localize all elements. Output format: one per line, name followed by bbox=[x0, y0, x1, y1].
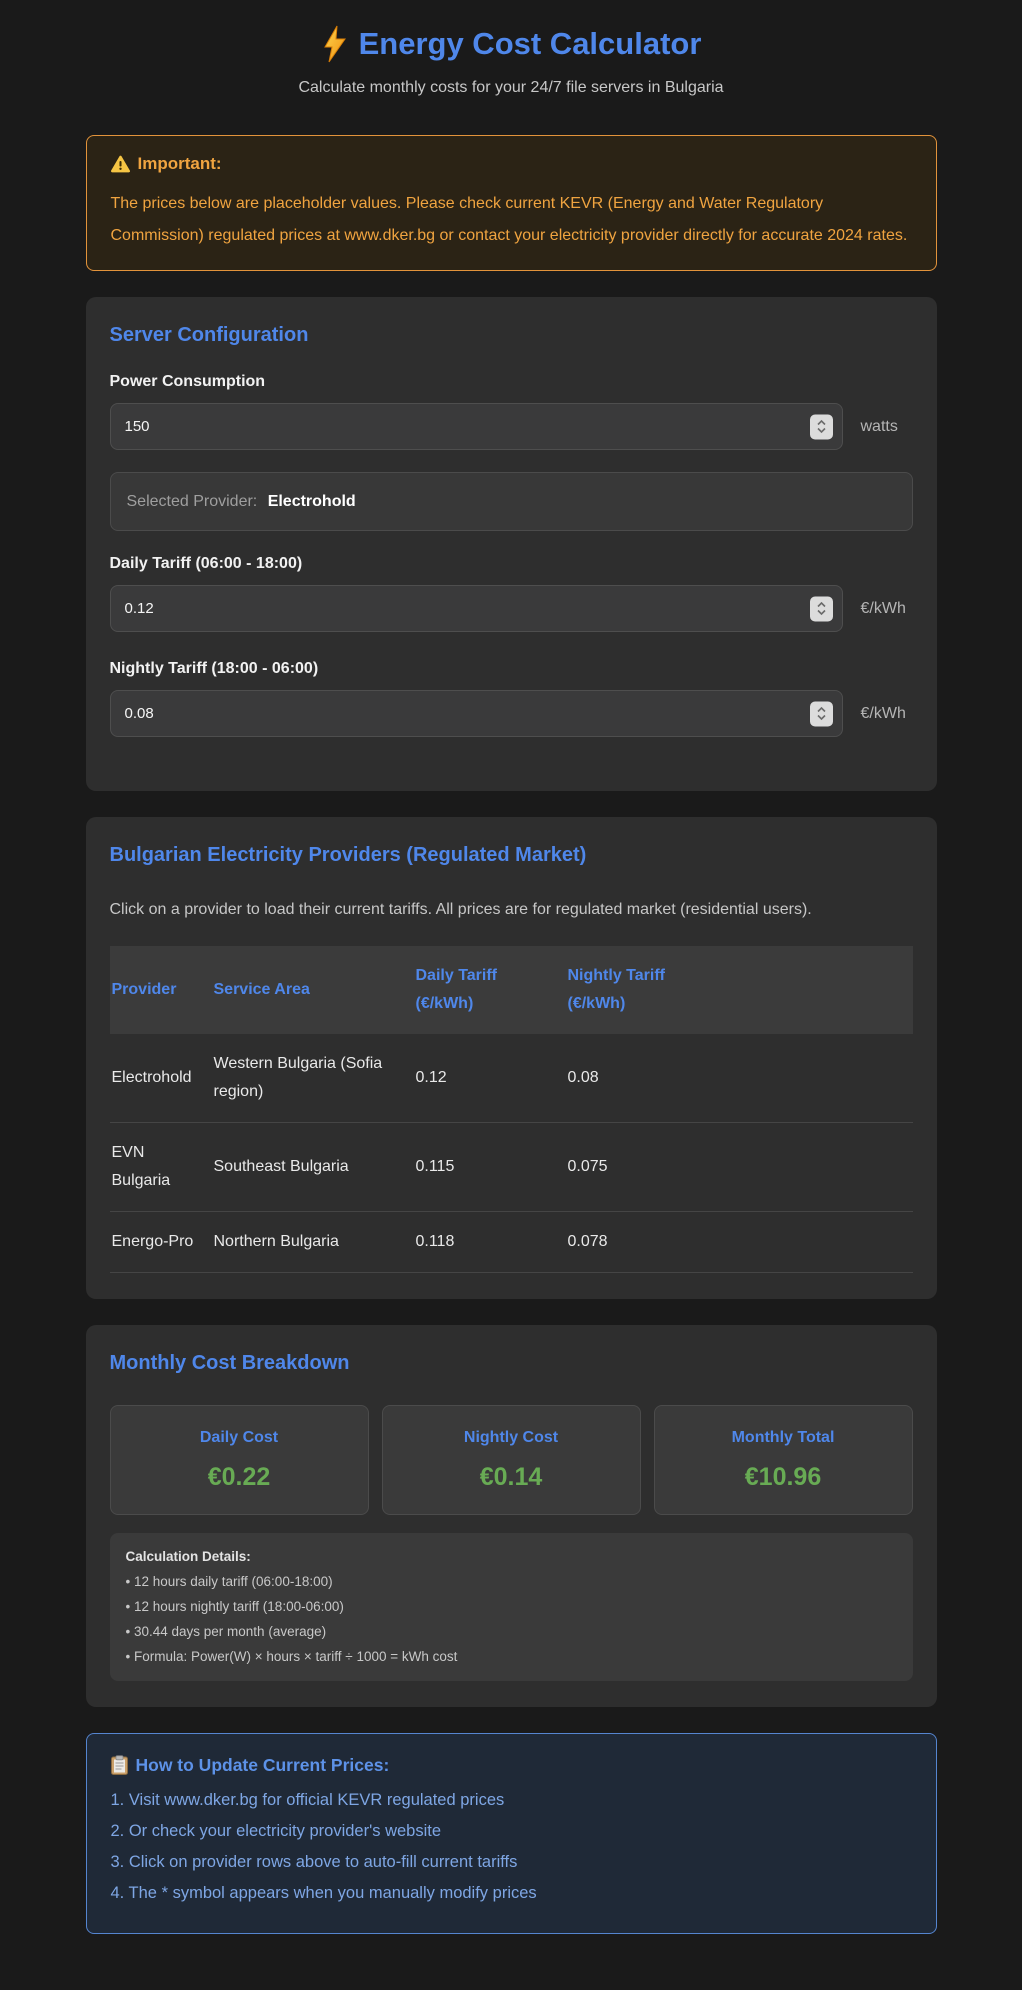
howto-heading bbox=[111, 1754, 912, 1776]
howto-item: 2. Or check your electricity provider's website bbox=[110, 1822, 442, 1840]
howto-item: 3. Click on provider rows above to auto-fill current tariffs bbox=[110, 1853, 518, 1871]
daily-tariff-input[interactable] bbox=[110, 585, 843, 632]
daily-tariff-cell: 0.12 bbox=[415, 1069, 447, 1086]
calculation-detail-item: • 12 hours nightly tariff (18:00-06:00) bbox=[126, 1594, 897, 1619]
table-header-service-area: Service Area bbox=[212, 946, 414, 1034]
providers-card bbox=[86, 817, 937, 1299]
page-subtitle: Calculate monthly costs for your 24/7 file servers in Bulgaria bbox=[298, 79, 724, 96]
howto-item: 4. The * symbol appears when you manually modify prices bbox=[110, 1884, 537, 1902]
lightning-bolt-icon bbox=[321, 25, 349, 63]
service-area-cell: Western Bulgaria (Sofia region) bbox=[213, 1055, 383, 1100]
cost-card-monthly-total bbox=[654, 1405, 913, 1515]
providers-heading: Bulgarian Electricity Providers (Regulated Market) bbox=[109, 844, 587, 866]
warning-box bbox=[86, 135, 937, 271]
cost-card-value: €0.14 bbox=[479, 1463, 543, 1491]
provider-name-cell: EVN Bulgaria bbox=[111, 1144, 171, 1189]
howto-box bbox=[86, 1733, 937, 1934]
power-unit-label: watts bbox=[860, 417, 898, 435]
service-area-cell: Southeast Bulgaria bbox=[213, 1158, 349, 1175]
cost-card-label: Daily Cost bbox=[199, 1429, 279, 1446]
calculation-detail-item: • 30.44 days per month (average) bbox=[126, 1619, 897, 1644]
nightly-tariff-cell: 0.08 bbox=[567, 1069, 599, 1086]
service-area-cell: Northern Bulgaria bbox=[213, 1233, 339, 1250]
table-header-daily-tariff: Daily Tariff (€/kWh) bbox=[414, 946, 566, 1034]
cost-card-label: Monthly Total bbox=[731, 1429, 835, 1446]
power-consumption-label: Power Consumption bbox=[109, 373, 266, 390]
provider-name-cell: Electrohold bbox=[111, 1069, 192, 1086]
table-header-provider: Provider bbox=[110, 946, 212, 1034]
cost-card-label: Nightly Cost bbox=[463, 1429, 559, 1446]
cost-cards-row bbox=[110, 1405, 913, 1515]
calculation-details-box bbox=[110, 1533, 913, 1681]
nightly-tariff-cell: 0.075 bbox=[567, 1158, 608, 1175]
daily-tariff-row bbox=[110, 585, 913, 632]
cost-card-nightly bbox=[382, 1405, 641, 1515]
nightly-tariff-cell: 0.078 bbox=[567, 1233, 608, 1250]
page-title-text: Energy Cost Calculator bbox=[358, 26, 702, 61]
selected-provider-label: Selected Provider: bbox=[126, 493, 258, 510]
howto-item: 1. Visit www.dker.bg for official KEVR regulated prices bbox=[110, 1791, 505, 1809]
nightly-tariff-label: Nightly Tariff (18:00 - 06:00) bbox=[109, 660, 319, 677]
server-config-card bbox=[86, 297, 937, 791]
providers-description: Click on a provider to load their current tariffs. All prices are for regulated market (residential users). bbox=[109, 901, 812, 918]
power-consumption-input[interactable] bbox=[110, 403, 843, 450]
warning-heading-text: Important: bbox=[137, 154, 222, 173]
nightly-tariff-unit: €/kWh bbox=[860, 704, 906, 722]
number-stepper-icon[interactable] bbox=[810, 414, 833, 439]
selected-provider-value: Electrohold bbox=[267, 493, 356, 510]
page bbox=[86, 0, 937, 1934]
clipboard-icon bbox=[111, 1755, 128, 1775]
calculation-detail-item: • Formula: Power(W) × hours × tariff ÷ 1000 = kWh cost bbox=[126, 1644, 897, 1669]
daily-tariff-cell: 0.115 bbox=[415, 1158, 455, 1175]
warning-heading bbox=[111, 154, 912, 174]
warning-body-text: The prices below are placeholder values. Please check current KEVR (Energy and Water Regulatory Commission) regulated prices at www.dker.bg or contact your electricity provider directly for accurate 2024 rates. bbox=[110, 195, 908, 244]
page-title bbox=[86, 25, 937, 63]
provider-row-evn-bulgaria[interactable] bbox=[110, 1123, 913, 1212]
howto-heading-text: How to Update Current Prices: bbox=[135, 1755, 390, 1775]
cost-card-value: €0.22 bbox=[207, 1463, 271, 1491]
calculation-details-heading: Calculation Details: bbox=[125, 1549, 251, 1564]
provider-name-cell: Energo-Pro bbox=[111, 1233, 194, 1250]
howto-items bbox=[111, 1785, 912, 1909]
table-header-nightly-tariff: Nightly Tariff (€/kWh) bbox=[566, 946, 913, 1034]
cost-card-value: €10.96 bbox=[744, 1463, 822, 1491]
providers-table-header-row bbox=[110, 946, 913, 1034]
daily-tariff-unit: €/kWh bbox=[860, 599, 906, 617]
selected-provider-box bbox=[110, 472, 913, 531]
breakdown-card bbox=[86, 1325, 937, 1707]
provider-row-energo-pro[interactable] bbox=[110, 1212, 913, 1273]
daily-tariff-cell: 0.118 bbox=[415, 1233, 455, 1250]
nightly-tariff-row bbox=[110, 690, 913, 737]
power-consumption-row bbox=[110, 403, 913, 450]
providers-table bbox=[110, 946, 913, 1273]
nightly-tariff-input[interactable] bbox=[110, 690, 843, 737]
server-config-heading: Server Configuration bbox=[109, 324, 309, 346]
number-stepper-icon[interactable] bbox=[810, 596, 833, 621]
warning-triangle-icon bbox=[111, 155, 130, 173]
calculation-detail-item: • 12 hours daily tariff (06:00-18:00) bbox=[126, 1569, 897, 1594]
cost-card-daily bbox=[110, 1405, 369, 1515]
provider-row-electrohold[interactable] bbox=[110, 1034, 913, 1123]
number-stepper-icon[interactable] bbox=[810, 701, 833, 726]
daily-tariff-label: Daily Tariff (06:00 - 18:00) bbox=[109, 555, 303, 572]
breakdown-heading: Monthly Cost Breakdown bbox=[109, 1352, 350, 1374]
